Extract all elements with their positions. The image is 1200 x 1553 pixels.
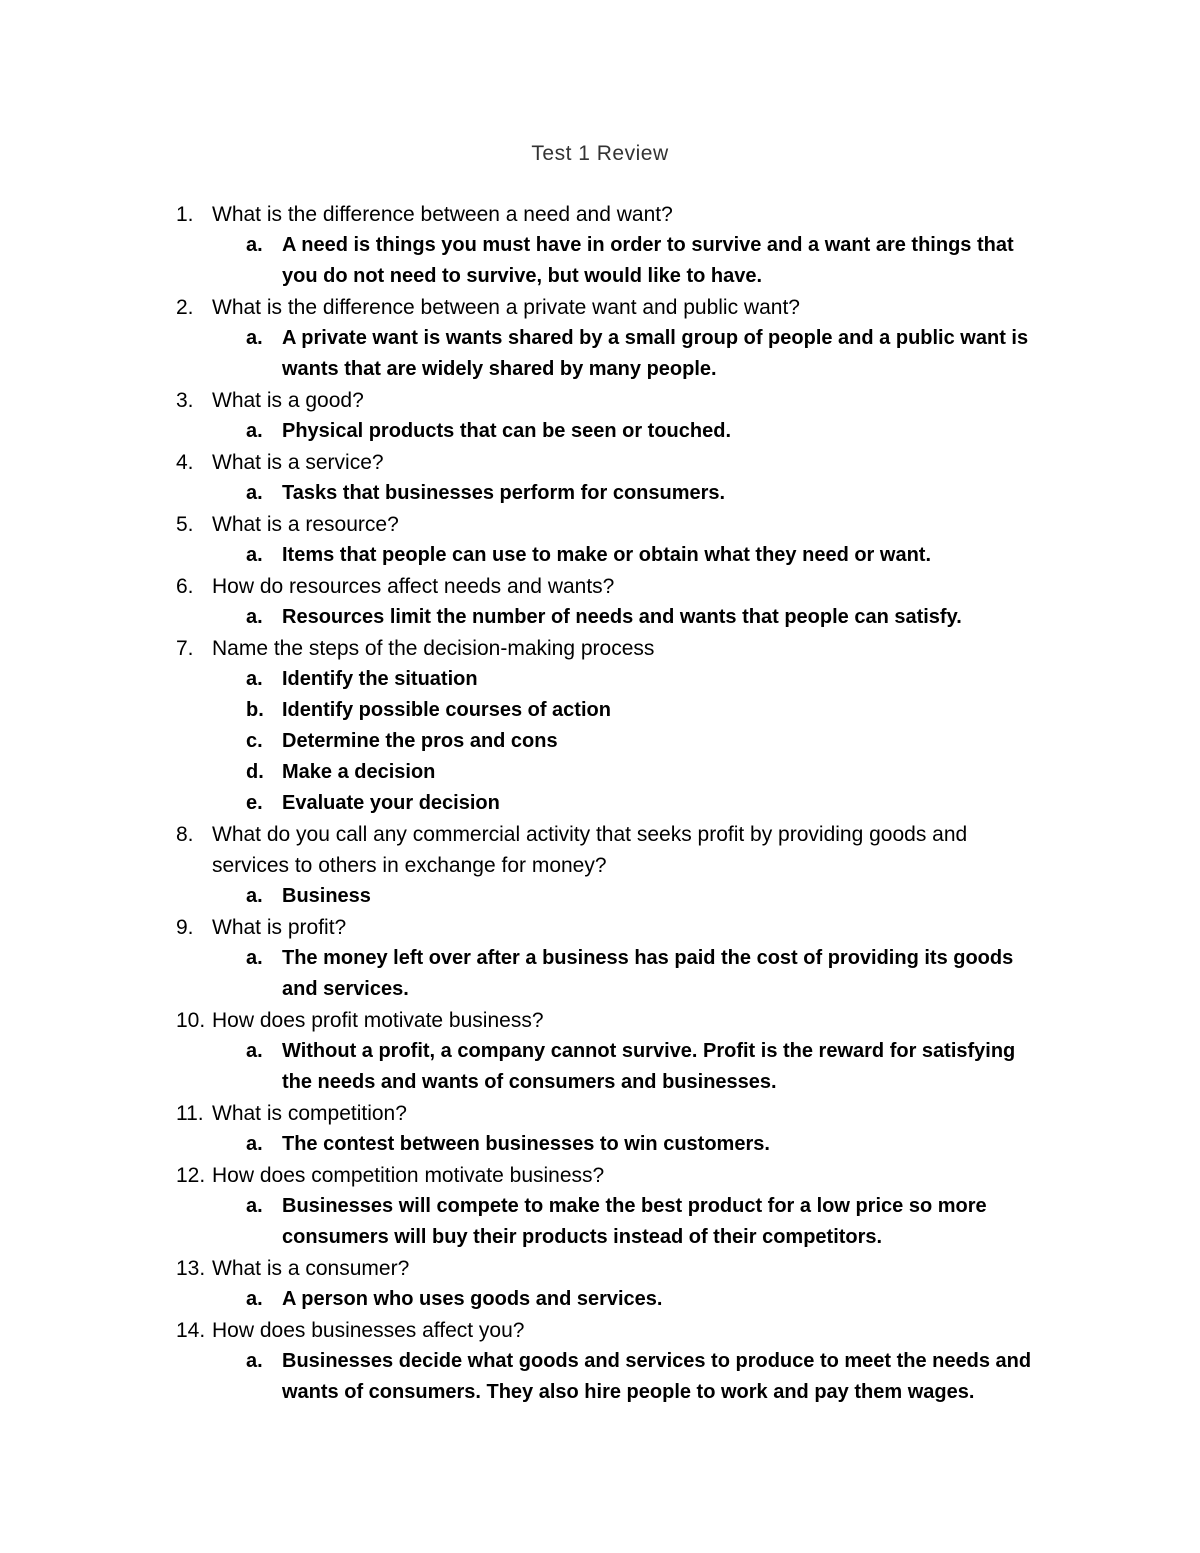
answer-letter: a. (246, 668, 263, 690)
question-number: 3. (176, 389, 194, 412)
answer-letter: a. (246, 420, 263, 442)
answer-list (212, 323, 1050, 385)
question-item (0, 447, 1200, 509)
answer-text: Business (282, 885, 371, 907)
question-item (0, 1098, 1200, 1160)
answer-text: Determine the pros and cons (282, 730, 558, 752)
answer-text: The contest between businesses to win customers. (282, 1133, 770, 1155)
answer-letter: a. (246, 1195, 263, 1217)
question-text: How does profit motivate business? (212, 1009, 544, 1032)
answer-letter: d. (246, 761, 264, 783)
answer-list (212, 230, 1050, 292)
question-item (0, 1253, 1200, 1315)
answer-item (212, 478, 1050, 509)
answer-item (212, 416, 1050, 447)
question-text: What is competition? (212, 1102, 407, 1125)
answer-item (212, 230, 1050, 292)
answer-item (212, 726, 1050, 757)
answer-letter: a. (246, 544, 263, 566)
answer-text: Tasks that businesses perform for consumers. (282, 482, 726, 504)
answer-list (212, 881, 1050, 912)
answer-list (212, 1284, 1050, 1315)
question-item (0, 633, 1200, 819)
answer-list (212, 1346, 1050, 1408)
answer-letter: a. (246, 234, 263, 256)
answer-letter: b. (246, 699, 264, 721)
answer-item (212, 1346, 1050, 1408)
question-number: 12. (176, 1164, 206, 1187)
question-text: How does businesses affect you? (212, 1319, 525, 1342)
question-item (0, 1315, 1200, 1408)
question-text: What is the difference between a need and want? (212, 203, 673, 226)
question-text: What is a good? (212, 389, 364, 412)
question-item (0, 199, 1200, 292)
answer-letter: a. (246, 1288, 263, 1310)
answer-text: Evaluate your decision (282, 792, 500, 814)
answer-letter: c. (246, 730, 263, 752)
answer-text: Identify the situation (282, 668, 478, 690)
question-number: 4. (176, 451, 194, 474)
answer-list (212, 416, 1050, 447)
answer-text: A private want is wants shared by a small group of people and a public want is wants that are widely shared by many people. (282, 327, 1029, 380)
question-number: 14. (176, 1319, 206, 1342)
answer-item (212, 788, 1050, 819)
answer-list (212, 1129, 1050, 1160)
answer-letter: a. (246, 947, 263, 969)
question-text: What do you call any commercial activity that seeks profit by providing goods and services to others in exchange for money? (212, 823, 968, 877)
question-item (0, 1160, 1200, 1253)
answer-letter: a. (246, 885, 263, 907)
answer-letter: a. (246, 1040, 263, 1062)
question-text: What is a resource? (212, 513, 399, 536)
answer-letter: a. (246, 482, 263, 504)
answer-text: Without a profit, a company cannot survive. Profit is the reward for satisfying the needs and wants of consumers and businesses. (282, 1040, 1016, 1093)
answer-list (212, 540, 1050, 571)
answer-letter: e. (246, 792, 263, 814)
answer-text: The money left over after a business has paid the cost of providing its goods and services. (282, 947, 1014, 1000)
question-number: 7. (176, 637, 194, 660)
answer-item (212, 695, 1050, 726)
answer-item (212, 323, 1050, 385)
answer-text: Businesses decide what goods and services to produce to meet the needs and wants of consumers. They also hire people to work and pay them wages. (282, 1350, 1032, 1403)
answer-text: Businesses will compete to make the best product for a low price so more consumers will buy their products instead of their competitors. (282, 1195, 987, 1248)
answer-list (212, 943, 1050, 1005)
answer-item (212, 757, 1050, 788)
answer-letter: a. (246, 606, 263, 628)
answer-list (212, 602, 1050, 633)
answer-list (212, 1036, 1050, 1098)
question-number: 2. (176, 296, 194, 319)
answer-text: A need is things you must have in order to survive and a want are things that you do not need to survive, but would like to have. (282, 234, 1014, 287)
question-text: How does competition motivate business? (212, 1164, 605, 1187)
question-list (0, 199, 1200, 1408)
question-number: 10. (176, 1009, 206, 1032)
question-text: How do resources affect needs and wants? (212, 575, 615, 598)
answer-item (212, 881, 1050, 912)
answer-text: Physical products that can be seen or touched. (282, 420, 731, 442)
question-number: 6. (176, 575, 194, 598)
question-number: 9. (176, 916, 194, 939)
answer-list (212, 478, 1050, 509)
question-text: What is profit? (212, 916, 347, 939)
answer-text: Identify possible courses of action (282, 699, 611, 721)
question-item (0, 292, 1200, 385)
question-item (0, 912, 1200, 1005)
answer-item (212, 1036, 1050, 1098)
question-text: What is a service? (212, 451, 384, 474)
answer-letter: a. (246, 1350, 263, 1372)
answer-item (212, 1129, 1050, 1160)
answer-item (212, 1284, 1050, 1315)
answer-text: Resources limit the number of needs and wants that people can satisfy. (282, 606, 962, 628)
question-number: 13. (176, 1257, 206, 1280)
answer-list (212, 664, 1050, 819)
answer-letter: a. (246, 1133, 263, 1155)
answer-item (212, 540, 1050, 571)
answer-item (212, 943, 1050, 1005)
answer-list (212, 1191, 1050, 1253)
document-title: Test 1 Review (531, 142, 669, 165)
question-item (0, 1005, 1200, 1098)
question-text: What is the difference between a private want and public want? (212, 296, 800, 319)
answer-letter: a. (246, 327, 263, 349)
question-number: 8. (176, 823, 194, 846)
answer-text: Make a decision (282, 761, 436, 783)
answer-item (212, 602, 1050, 633)
question-item (0, 571, 1200, 633)
answer-text: Items that people can use to make or obtain what they need or want. (282, 544, 932, 566)
answer-item (212, 664, 1050, 695)
question-item (0, 385, 1200, 447)
question-number: 5. (176, 513, 194, 536)
question-text: Name the steps of the decision-making process (212, 637, 655, 660)
answer-item (212, 1191, 1050, 1253)
question-item (0, 509, 1200, 571)
question-number: 11. (176, 1102, 204, 1125)
question-text: What is a consumer? (212, 1257, 410, 1280)
answer-text: A person who uses goods and services. (282, 1288, 663, 1310)
question-item (0, 819, 1200, 912)
question-number: 1. (176, 203, 194, 226)
